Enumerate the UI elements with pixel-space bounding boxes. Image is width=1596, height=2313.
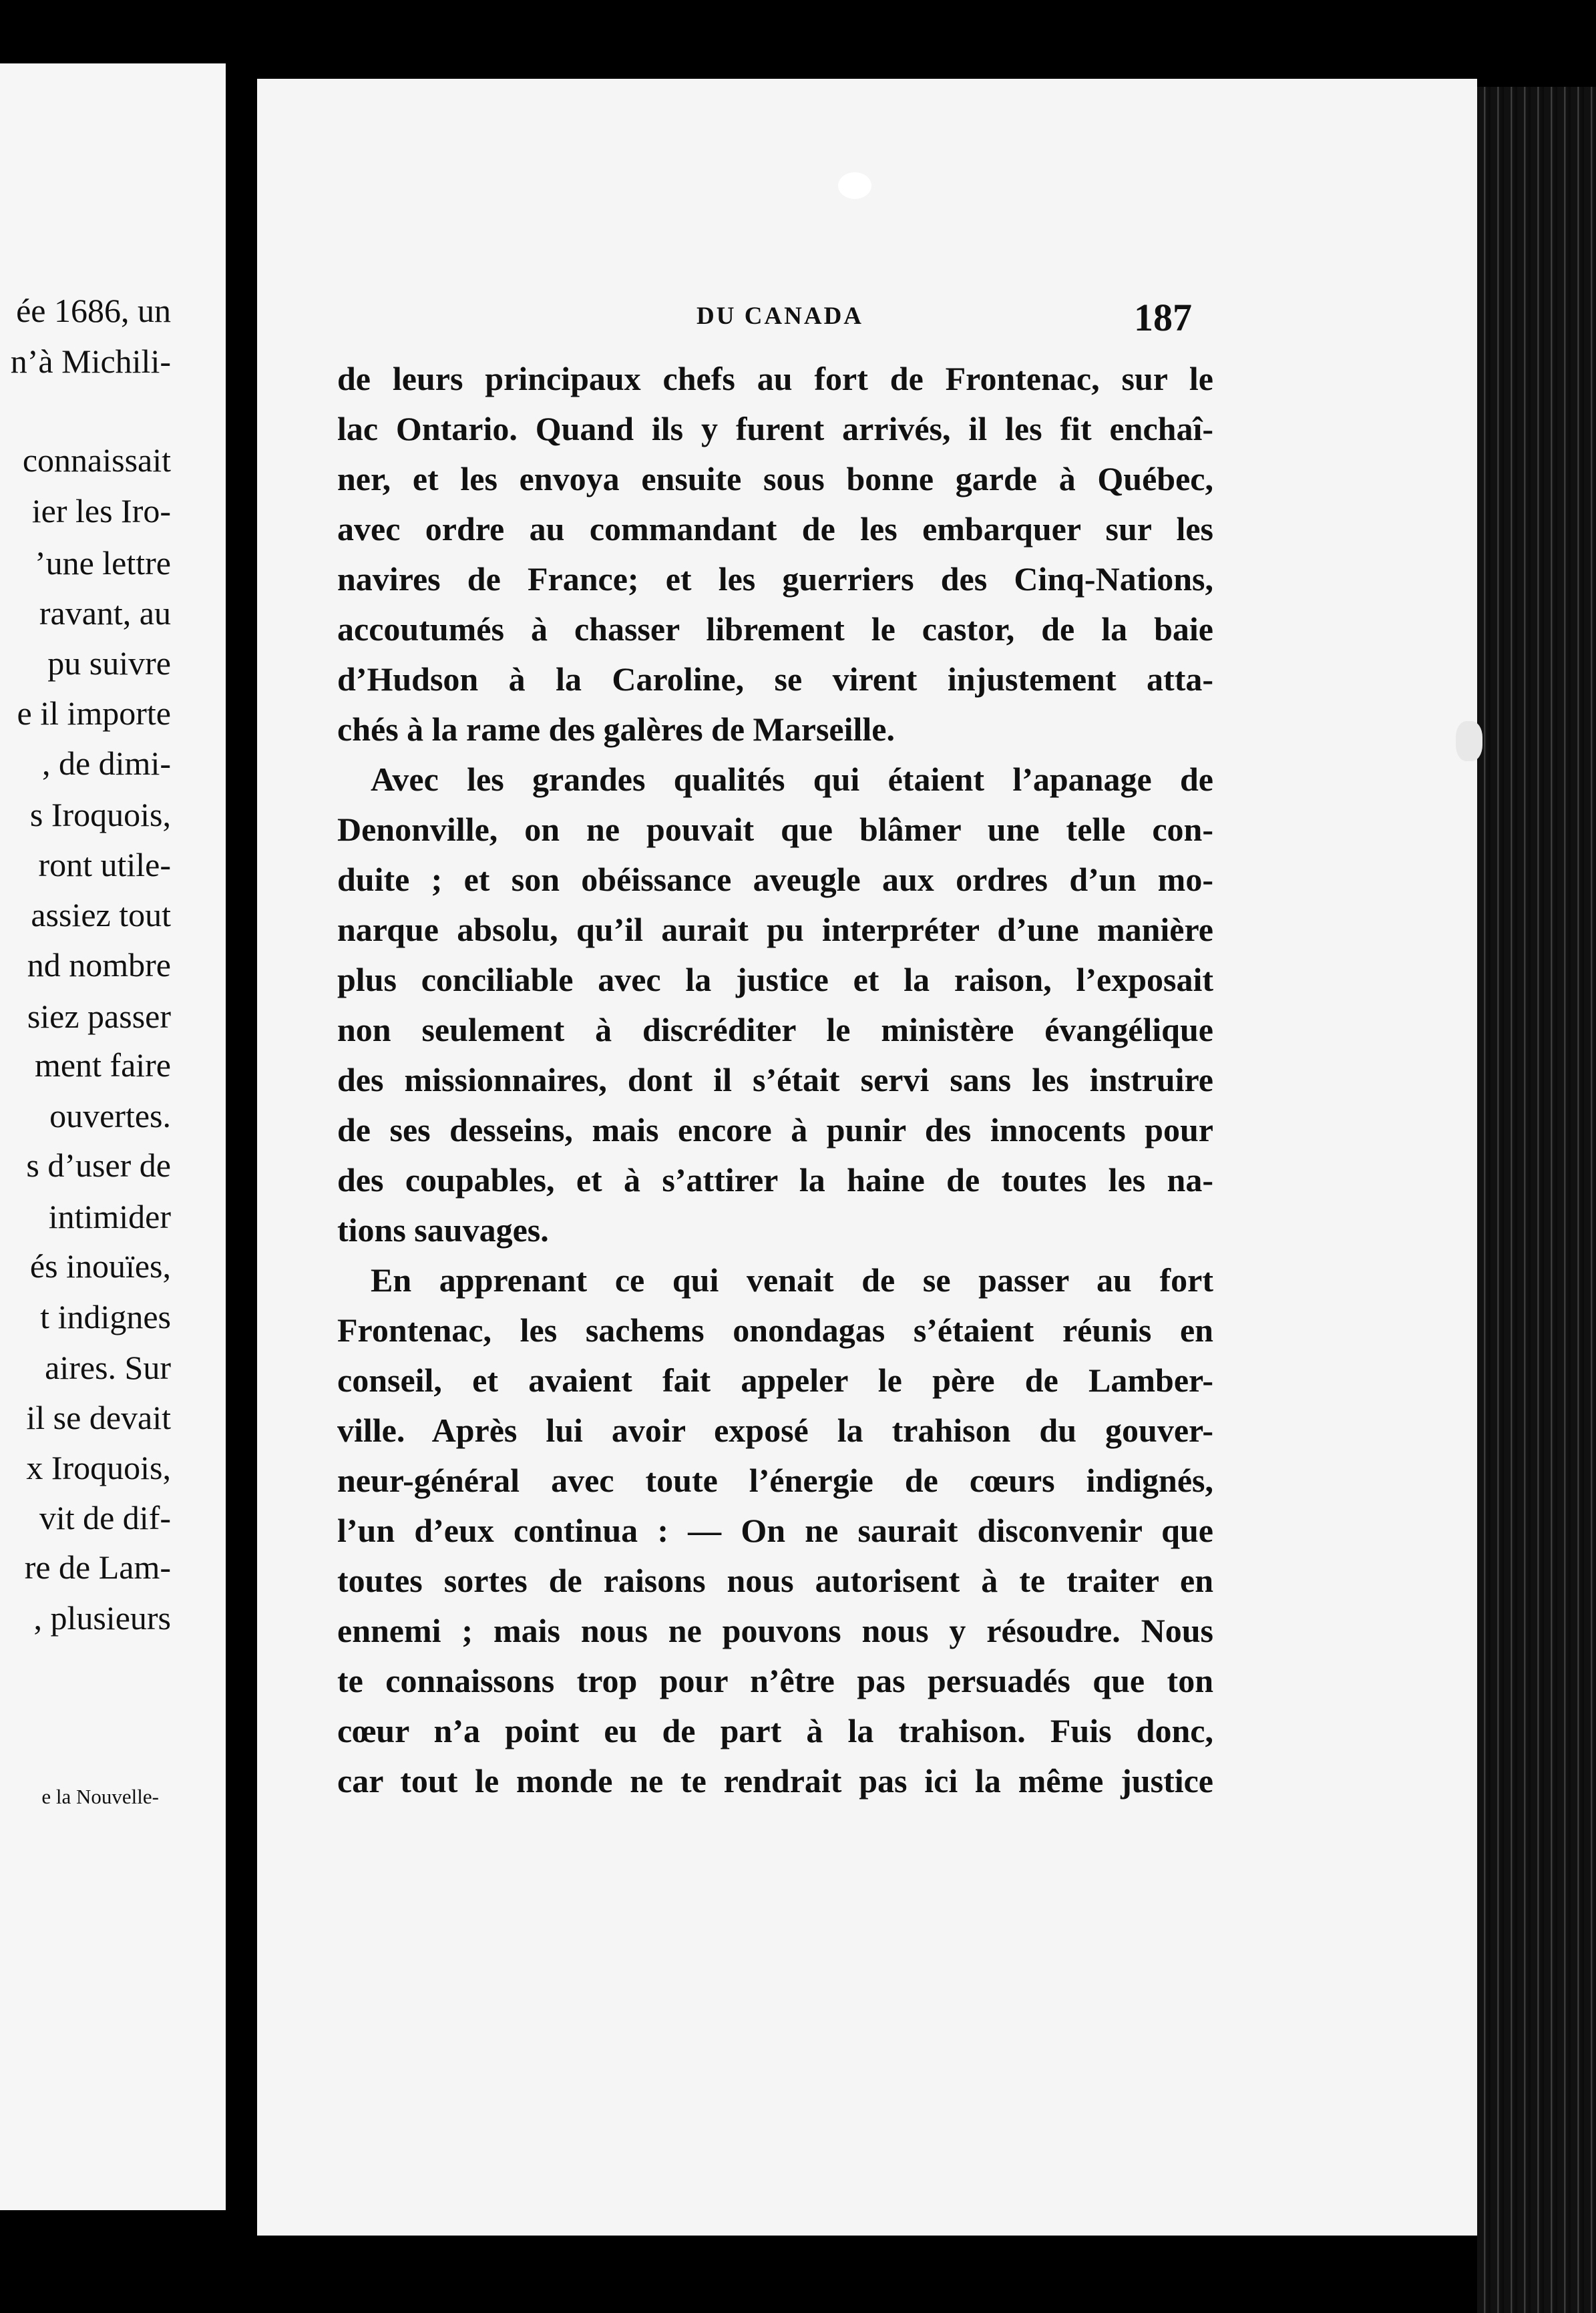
body-line: l’un d’eux continua : — On ne saurait disconvenir que bbox=[337, 1512, 1213, 1549]
left-page-line: intimider bbox=[48, 1198, 171, 1235]
running-head: DU CANADA bbox=[696, 302, 864, 330]
left-page-line: e il importe bbox=[17, 694, 171, 732]
paper-spot bbox=[838, 172, 871, 199]
left-page-footnote: e la Nouvelle- bbox=[41, 1785, 159, 1808]
body-line: ennemi ; mais nous ne pouvons nous y résoudre. Nous bbox=[337, 1612, 1213, 1649]
left-page-line: il se devait bbox=[26, 1399, 171, 1436]
left-page-line: re de Lam- bbox=[24, 1548, 171, 1586]
body-line: des missionnaires, dont il s’était servi sans les instruire bbox=[337, 1061, 1213, 1098]
page-number: 187 bbox=[1134, 296, 1192, 339]
left-page-line: ier les Iro- bbox=[31, 492, 171, 530]
left-page-line: x Iroquois, bbox=[26, 1449, 171, 1486]
body-line: chés à la rame des galères de Marseille. bbox=[337, 710, 895, 748]
body-line: de ses desseins, mais encore à punir des innocents pour bbox=[337, 1111, 1213, 1148]
left-page-line: siez passer bbox=[27, 998, 171, 1035]
left-page bbox=[0, 63, 226, 2210]
body-line: tions sauvages. bbox=[337, 1211, 549, 1249]
body-line: de leurs principaux chefs au fort de Frontenac, sur le bbox=[337, 360, 1213, 397]
body-line: ville. Après lui avoir exposé la trahison du gouver- bbox=[337, 1412, 1213, 1449]
left-page-line: vit de dif- bbox=[39, 1499, 171, 1536]
left-page-line: , plusieurs bbox=[33, 1599, 171, 1637]
body-line: En apprenant ce qui venait de se passer au fort bbox=[371, 1261, 1213, 1299]
left-page-line: pu suivre bbox=[47, 644, 171, 682]
left-page-line: n’à Michili- bbox=[10, 343, 171, 380]
body-line: navires de France; et les guerriers des Cinq-Nations, bbox=[337, 560, 1213, 598]
body-line: ner, et les envoya ensuite sous bonne garde à Québec, bbox=[337, 460, 1213, 497]
body-line: lac Ontario. Quand ils y furent arrivés, il les fit enchaî- bbox=[337, 410, 1213, 447]
body-line: Denonville, on ne pouvait que blâmer une telle con- bbox=[337, 811, 1213, 848]
body-line: accoutumés à chasser librement le castor, de la baie bbox=[337, 610, 1213, 648]
body-line: des coupables, et à s’attirer la haine de toutes les na- bbox=[337, 1161, 1213, 1199]
left-page-line: ravant, au bbox=[39, 594, 171, 632]
body-line: te connaissons trop pour n’être pas persuadés que ton bbox=[337, 1662, 1213, 1699]
body-line: narque absolu, qu’il aurait pu interpréter d’une manière bbox=[337, 911, 1213, 948]
left-page-line: ront utile- bbox=[38, 846, 171, 883]
book-edge bbox=[1477, 87, 1596, 2313]
left-page-line: és inouïes, bbox=[29, 1247, 171, 1285]
body-line: d’Hudson à la Caroline, se virent injustement atta- bbox=[337, 660, 1213, 698]
body-line: toutes sortes de raisons nous autorisent à te traiter en bbox=[337, 1562, 1213, 1599]
body-line: Frontenac, les sachems onondagas s’étaient réunis en bbox=[337, 1311, 1213, 1349]
edge-spot bbox=[1456, 721, 1482, 761]
left-page-line: ment faire bbox=[34, 1046, 171, 1084]
body-text bbox=[337, 354, 1213, 1806]
left-page-line: connaissait bbox=[22, 441, 171, 479]
body-line: car tout le monde ne te rendrait pas ici la même justice bbox=[337, 1762, 1213, 1800]
body-line: non seulement à discréditer le ministère évangélique bbox=[337, 1011, 1213, 1048]
left-page-line: s d’user de bbox=[26, 1146, 171, 1184]
left-page-line: assiez tout bbox=[31, 896, 171, 933]
left-page-line: , de dimi- bbox=[41, 745, 171, 782]
left-page-line: nd nombre bbox=[27, 946, 171, 984]
body-line: plus conciliable avec la justice et la raison, l’exposait bbox=[337, 961, 1213, 998]
body-line: neur-général avec toute l’énergie de cœurs indignés, bbox=[337, 1462, 1213, 1499]
body-line: conseil, et avaient fait appeler le père de Lamber- bbox=[337, 1361, 1213, 1399]
left-page-line: t indignes bbox=[40, 1298, 171, 1335]
left-page-line: ouvertes. bbox=[49, 1097, 171, 1134]
body-line: cœur n’a point eu de part à la trahison. Fuis donc, bbox=[337, 1712, 1213, 1749]
left-page-line: s Iroquois, bbox=[29, 796, 171, 833]
left-page-line: ée 1686, un bbox=[16, 292, 171, 329]
body-line: Avec les grandes qualités qui étaient l’apanage de bbox=[371, 761, 1213, 798]
body-line: duite ; et son obéissance aveugle aux ordres d’un mo- bbox=[337, 861, 1213, 898]
left-page-line: ’une lettre bbox=[34, 544, 171, 582]
body-line: avec ordre au commandant de les embarquer sur les bbox=[337, 510, 1213, 548]
left-page-line: aires. Sur bbox=[45, 1349, 171, 1386]
